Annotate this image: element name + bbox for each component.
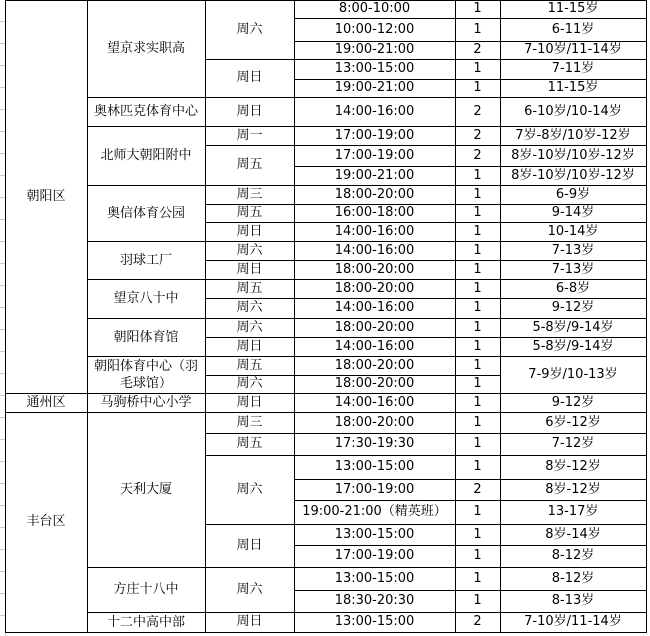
grid-line xyxy=(500,222,647,223)
grid-line xyxy=(205,59,295,60)
grid-line xyxy=(205,241,295,242)
grid-line xyxy=(500,412,647,413)
time-cell: 13:00-15:00 xyxy=(334,614,415,629)
time-cell: 18:00-20:00 xyxy=(334,280,415,296)
grid-line xyxy=(294,126,501,127)
count-cell: 1 xyxy=(473,394,482,410)
grid-line xyxy=(205,356,295,357)
time-cell: 18:00-20:00 xyxy=(334,357,415,373)
grid-line xyxy=(500,479,647,480)
grid-line xyxy=(500,0,501,633)
grid-line xyxy=(500,79,647,80)
age-cell: 9-12岁 xyxy=(551,394,595,410)
age-cell: 6岁-12岁 xyxy=(545,414,601,430)
age-cell: 10-14岁 xyxy=(547,223,599,239)
grid-line xyxy=(294,145,501,146)
count-cell: 1 xyxy=(473,338,482,354)
age-cell: 11-15岁 xyxy=(547,80,599,95)
grid-line xyxy=(500,356,647,357)
day-cell: 周日 xyxy=(236,70,263,85)
grid-line xyxy=(87,279,206,280)
grid-line xyxy=(205,375,295,376)
count-cell: 1 xyxy=(473,300,482,315)
time-cell: 18:00-20:00 xyxy=(334,414,415,430)
day-cell: 周日 xyxy=(236,537,263,553)
day-cell: 周五 xyxy=(236,357,263,373)
venue-cell: 奥林匹克体育中心 xyxy=(93,104,198,119)
grid-line xyxy=(294,97,501,98)
grid-line xyxy=(87,318,206,319)
grid-line xyxy=(205,337,295,338)
grid-line xyxy=(500,279,647,280)
venue-cell: 方庄十八中 xyxy=(113,582,179,597)
grid-line xyxy=(500,41,647,42)
grid-line xyxy=(205,0,295,1)
grid-line xyxy=(294,356,501,357)
age-cell: 5-8岁/9-14岁 xyxy=(532,319,614,335)
count-cell: 1 xyxy=(473,280,482,296)
grid-line xyxy=(205,222,295,223)
grid-line xyxy=(294,337,501,338)
grid-line xyxy=(87,126,206,127)
age-cell: 8-13岁 xyxy=(551,593,595,608)
grid-line xyxy=(500,500,647,501)
day-cell: 周一 xyxy=(236,127,263,143)
time-cell: 14:00-16:00 xyxy=(334,103,415,119)
district-cell: 朝阳区 xyxy=(26,188,66,204)
time-cell: 16:00-18:00 xyxy=(334,205,415,220)
grid-line xyxy=(500,545,647,546)
grid-line xyxy=(87,356,206,357)
day-cell: 周六 xyxy=(236,481,263,497)
age-cell: 9-14岁 xyxy=(551,205,595,220)
grid-line xyxy=(500,318,647,319)
grid-line xyxy=(294,18,501,19)
grid-line xyxy=(294,59,501,60)
time-cell: 10:00-12:00 xyxy=(334,21,415,37)
age-cell: 6-10岁/10-14岁 xyxy=(524,103,622,119)
count-cell: 1 xyxy=(473,223,482,239)
grid-line xyxy=(87,612,206,613)
grid-line xyxy=(87,185,206,186)
count-cell: 2 xyxy=(473,147,482,163)
age-cell: 8岁-14岁 xyxy=(545,526,601,542)
grid-line xyxy=(5,632,88,633)
time-cell: 18:00-20:00 xyxy=(334,376,415,391)
count-cell: 1 xyxy=(473,80,482,95)
grid-line xyxy=(500,97,647,98)
age-cell: 6-11岁 xyxy=(551,21,595,37)
grid-line xyxy=(500,126,647,127)
count-cell: 1 xyxy=(473,186,482,202)
grid-line xyxy=(205,298,295,299)
grid-line xyxy=(500,337,647,338)
grid-line xyxy=(5,393,88,394)
venue-cell: 羽球工厂 xyxy=(119,252,172,268)
grid-line xyxy=(294,260,501,261)
grid-line xyxy=(205,612,295,613)
grid-line xyxy=(205,393,295,394)
grid-line xyxy=(500,59,647,60)
count-cell: 1 xyxy=(473,414,482,430)
grid-line xyxy=(500,298,647,299)
grid-line xyxy=(500,0,647,1)
grid-line xyxy=(294,455,501,456)
count-cell: 2 xyxy=(473,103,482,119)
grid-line xyxy=(500,185,647,186)
time-cell: 14:00-16:00 xyxy=(334,242,415,258)
grid-line xyxy=(87,0,206,1)
age-cell: 7-11岁 xyxy=(551,61,595,76)
grid-line xyxy=(205,632,295,633)
age-cell: 8岁-10岁/10岁-12岁 xyxy=(511,147,635,163)
grid-line xyxy=(294,500,501,501)
grid-line xyxy=(294,545,501,546)
grid-line xyxy=(500,393,647,394)
venue-cell: 望京求实职高 xyxy=(106,41,185,56)
age-cell: 8-12岁 xyxy=(551,548,595,563)
count-cell: 2 xyxy=(473,42,482,57)
grid-line xyxy=(294,479,501,480)
day-cell: 周五 xyxy=(236,205,263,220)
grid-line xyxy=(87,393,206,394)
venue-cell: 朝阳体育中心（羽毛球馆） xyxy=(93,358,198,391)
age-cell: 6-9岁 xyxy=(555,186,591,202)
grid-line xyxy=(500,524,647,525)
time-cell: 19:00-21:00 xyxy=(334,80,415,95)
age-cell: 8岁-10岁/10岁-12岁 xyxy=(511,167,635,183)
grid-line xyxy=(205,455,295,456)
grid-line xyxy=(87,97,206,98)
time-cell: 17:00-19:00 xyxy=(334,481,415,497)
day-cell: 周六 xyxy=(236,376,263,391)
venue-cell: 北师大朝阳附中 xyxy=(100,148,192,163)
grid-line xyxy=(500,632,647,633)
time-cell: 14:00-16:00 xyxy=(334,300,415,315)
time-cell: 14:00-16:00 xyxy=(334,338,415,354)
count-cell: 1 xyxy=(473,167,482,183)
count-cell: 1 xyxy=(473,459,482,474)
count-cell: 1 xyxy=(473,504,482,519)
time-cell: 13:00-15:00 xyxy=(334,570,415,586)
grid-line xyxy=(294,433,501,434)
grid-line xyxy=(205,524,295,525)
time-cell: 13:00-15:00 xyxy=(334,526,415,542)
grid-line xyxy=(294,241,501,242)
count-cell: 2 xyxy=(473,481,482,497)
grid-line xyxy=(294,375,501,376)
grid-line xyxy=(205,185,295,186)
district-cell: 通州区 xyxy=(26,394,66,410)
grid-line xyxy=(205,0,206,633)
grid-line xyxy=(5,0,88,1)
grid-line xyxy=(205,433,295,434)
grid-line xyxy=(646,0,647,633)
count-cell: 1 xyxy=(473,526,482,542)
grid-line xyxy=(500,612,647,613)
district-cell: 丰台区 xyxy=(26,514,66,529)
venue-cell: 望京八十中 xyxy=(113,291,179,306)
venue-cell: 马驹桥中心小学 xyxy=(100,395,192,410)
day-cell: 周日 xyxy=(236,394,263,410)
time-cell: 19:00-21:00（精英班） xyxy=(302,504,447,519)
grid-line xyxy=(294,204,501,205)
day-cell: 周六 xyxy=(236,581,263,597)
day-cell: 周日 xyxy=(236,103,263,119)
count-cell: 1 xyxy=(473,436,482,451)
grid-line xyxy=(294,590,501,591)
grid-line xyxy=(294,222,501,223)
day-cell: 周五 xyxy=(236,157,263,172)
time-cell: 18:30-20:30 xyxy=(334,593,415,608)
day-cell: 周日 xyxy=(236,223,263,239)
grid-line xyxy=(87,0,88,633)
count-cell: 1 xyxy=(473,319,482,335)
venue-cell: 奥信体育公园 xyxy=(106,205,185,221)
day-cell: 周六 xyxy=(236,242,263,258)
grid-line xyxy=(294,567,501,568)
grid-line xyxy=(294,79,501,80)
grid-line xyxy=(87,412,206,413)
count-cell: 1 xyxy=(473,570,482,586)
count-cell: 2 xyxy=(473,127,482,143)
age-cell: 9-12岁 xyxy=(551,300,595,315)
count-cell: 1 xyxy=(473,242,482,258)
time-cell: 13:00-15:00 xyxy=(334,61,415,76)
age-cell: 7-13岁 xyxy=(551,261,595,277)
age-cell: 8岁-12岁 xyxy=(545,459,601,474)
day-cell: 周日 xyxy=(236,261,263,277)
time-cell: 14:00-16:00 xyxy=(334,394,415,410)
time-cell: 19:00-21:00 xyxy=(334,167,415,183)
age-cell: 13-17岁 xyxy=(547,504,599,519)
grid-line xyxy=(500,204,647,205)
grid-line xyxy=(205,126,295,127)
count-cell: 1 xyxy=(473,376,482,391)
day-cell: 周六 xyxy=(236,319,263,335)
age-cell: 11-15岁 xyxy=(547,1,599,16)
grid-line xyxy=(205,318,295,319)
grid-line xyxy=(294,524,501,525)
grid-line xyxy=(205,279,295,280)
grid-line xyxy=(455,0,456,633)
grid-line xyxy=(5,0,6,633)
grid-line xyxy=(294,298,501,299)
time-cell: 17:00-19:00 xyxy=(334,548,415,563)
count-cell: 1 xyxy=(473,593,482,608)
grid-line xyxy=(294,0,501,1)
age-cell: 8岁-12岁 xyxy=(545,481,601,497)
age-cell: 7-12岁 xyxy=(551,436,595,451)
grid-line xyxy=(294,318,501,319)
day-cell: 周五 xyxy=(236,280,263,296)
grid-line xyxy=(205,412,295,413)
age-cell: 6-8岁 xyxy=(555,280,591,296)
count-cell: 1 xyxy=(473,261,482,277)
time-cell: 17:00-19:00 xyxy=(334,127,415,143)
grid-line xyxy=(294,166,501,167)
grid-line xyxy=(500,241,647,242)
age-cell: 8-12岁 xyxy=(551,570,595,586)
age-cell: 7-10岁/11-14岁 xyxy=(524,614,622,629)
day-cell: 周三 xyxy=(236,414,263,430)
time-cell: 18:00-20:00 xyxy=(334,261,415,277)
count-cell: 1 xyxy=(473,61,482,76)
grid-line xyxy=(500,260,647,261)
grid-line xyxy=(294,632,501,633)
grid-line xyxy=(294,412,501,413)
grid-line xyxy=(294,0,295,633)
grid-line xyxy=(205,145,295,146)
grid-line xyxy=(294,612,501,613)
venue-cell: 天利大厦 xyxy=(119,482,172,497)
time-cell: 19:00-21:00 xyxy=(334,42,415,57)
grid-line xyxy=(87,567,206,568)
day-cell: 周日 xyxy=(236,614,263,629)
time-cell: 17:00-19:00 xyxy=(334,147,415,163)
count-cell: 1 xyxy=(473,357,482,373)
count-cell: 2 xyxy=(473,614,482,629)
grid-line xyxy=(5,412,88,413)
count-cell: 1 xyxy=(473,21,482,37)
grid-line xyxy=(500,455,647,456)
venue-cell: 朝阳体育馆 xyxy=(113,329,179,345)
time-cell: 13:00-15:00 xyxy=(334,459,415,474)
grid-line xyxy=(500,567,647,568)
grid-line xyxy=(500,166,647,167)
day-cell: 周六 xyxy=(236,300,263,315)
count-cell: 1 xyxy=(473,548,482,563)
grid-line xyxy=(205,97,295,98)
age-cell: 7-9岁/10-13岁 xyxy=(528,366,618,382)
age-cell: 7-10岁/11-14岁 xyxy=(524,42,622,57)
grid-line xyxy=(500,145,647,146)
time-cell: 17:30-19:30 xyxy=(334,436,415,451)
grid-line xyxy=(294,279,501,280)
time-cell: 14:00-16:00 xyxy=(334,223,415,239)
grid-line xyxy=(500,433,647,434)
age-cell: 7岁-8岁/10岁-12岁 xyxy=(515,127,631,143)
grid-line xyxy=(87,241,206,242)
grid-line xyxy=(87,632,206,633)
time-cell: 8:00-10:00 xyxy=(338,1,411,16)
grid-line xyxy=(205,260,295,261)
day-cell: 周五 xyxy=(236,436,263,451)
age-cell: 5-8岁/9-14岁 xyxy=(532,338,614,354)
count-cell: 1 xyxy=(473,205,482,220)
grid-line xyxy=(205,567,295,568)
day-cell: 周六 xyxy=(236,21,263,37)
age-cell: 7-13岁 xyxy=(551,242,595,258)
grid-line xyxy=(500,590,647,591)
grid-line xyxy=(294,41,501,42)
venue-cell: 十二中高中部 xyxy=(106,614,185,630)
grid-line xyxy=(294,185,501,186)
time-cell: 18:00-20:00 xyxy=(334,319,415,335)
time-cell: 18:00-20:00 xyxy=(334,186,415,202)
count-cell: 1 xyxy=(473,1,482,16)
grid-line xyxy=(294,393,501,394)
grid-line xyxy=(500,18,647,19)
day-cell: 周日 xyxy=(236,338,263,354)
day-cell: 周三 xyxy=(236,186,263,202)
grid-line xyxy=(205,204,295,205)
